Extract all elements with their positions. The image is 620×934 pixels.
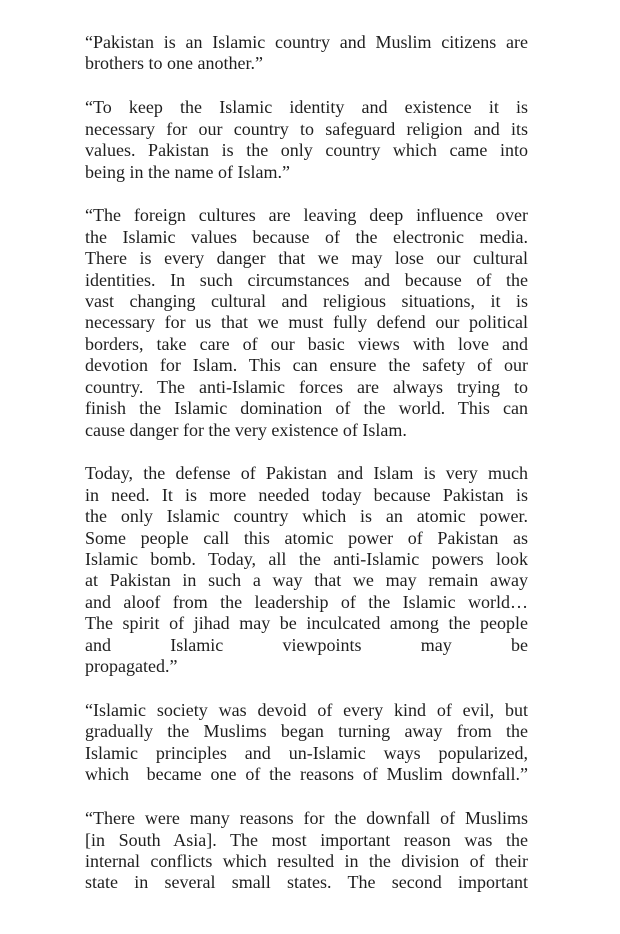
paragraph [85, 32, 528, 75]
text-line: and aloof from the leadership of the Islamic world… [85, 591, 528, 612]
text-line: Some people call this atomic power of Pakistan as [85, 527, 528, 548]
text-line: [in South Asia]. The most important reason was the [85, 829, 528, 850]
text-line: being in the name of Islam.” [85, 161, 290, 182]
text-line: finish the Islamic domination of the world. This can [85, 398, 528, 419]
text-line: in need. It is more needed today because Pakistan is [85, 484, 528, 505]
text-line: brothers to one another.” [85, 53, 263, 74]
text-line: necessary for us that we must fully defend our political [85, 312, 528, 333]
text-line: necessary for our country to safeguard religion and its [85, 118, 528, 139]
paragraph [85, 205, 528, 440]
text-line: at Pakistan in such a way that we may remain away [85, 570, 528, 591]
paragraph [85, 463, 528, 677]
text-line: borders, take care of our basic views with love and [85, 333, 528, 354]
text-line: “To keep the Islamic identity and existence it is [85, 97, 528, 118]
paragraph [85, 808, 528, 894]
text-line: “Pakistan is an Islamic country and Muslim citizens are [85, 32, 528, 52]
text-line: which became one of the reasons of Muslim downfall.” [85, 764, 528, 785]
text-line: Today, the defense of Pakistan and Islam is very much [85, 463, 528, 484]
text-line: internal conflicts which resulted in the division of their [85, 850, 528, 871]
paragraph [85, 97, 528, 183]
paragraph [85, 700, 528, 786]
text-line: “Islamic society was devoid of every kind of evil, but [85, 699, 528, 720]
text-line: Islamic bomb. Today, all the anti-Islamic powers look [85, 549, 528, 570]
text-line: devotion for Islam. This can ensure the safety of our [85, 355, 528, 376]
text-line: values. Pakistan is the only country which came into [85, 140, 528, 161]
text-line: and Islamic viewpoints may be [85, 634, 528, 655]
text-line: gradually the Muslims began turning away from the [85, 721, 528, 742]
text-line: identities. In such circumstances and because of the [85, 269, 528, 290]
text-line: The spirit of jihad may be inculcated among the people [85, 613, 528, 634]
text-line: propagated.” [85, 656, 178, 677]
text-line: state in several small states. The second important [85, 872, 528, 893]
text-line: country. The anti-Islamic forces are always trying to [85, 376, 528, 397]
text-line: the only Islamic country which is an atomic power. [85, 506, 528, 527]
text-line: “The foreign cultures are leaving deep influence over [85, 205, 528, 226]
text-line: Islamic principles and un-Islamic ways popularized, [85, 742, 528, 763]
text-line: vast changing cultural and religious situations, it is [85, 291, 528, 312]
page-text [85, 32, 528, 894]
text-line: cause danger for the very existence of Islam. [85, 419, 407, 440]
text-line: the Islamic values because of the electronic media. [85, 226, 528, 247]
text-line: “There were many reasons for the downfall of Muslims [85, 808, 528, 829]
text-line: There is every danger that we may lose our cultural [85, 248, 528, 269]
